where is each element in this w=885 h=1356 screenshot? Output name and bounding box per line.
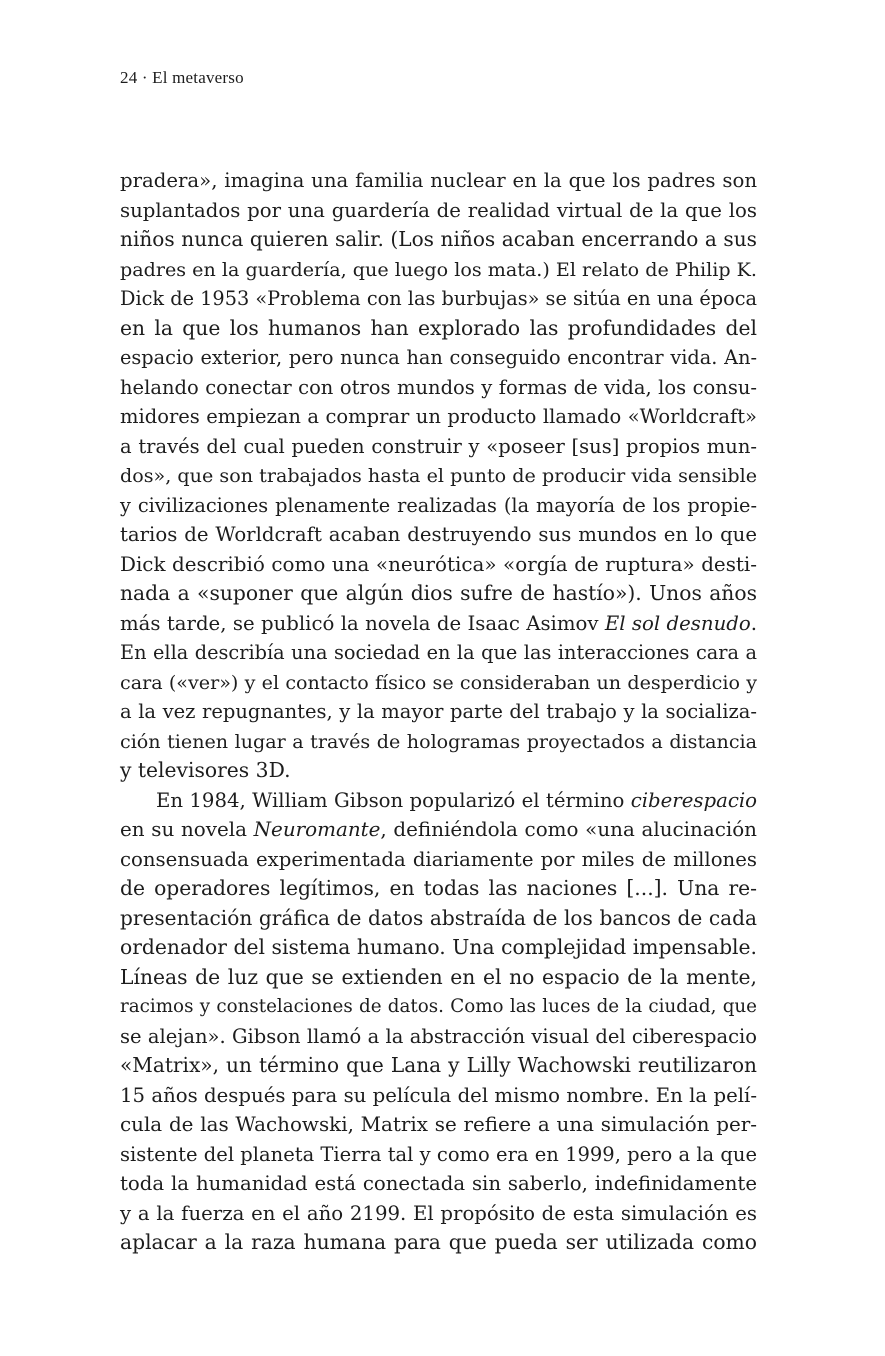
text-line [120, 520, 757, 550]
text-run: Dick de 1953 «Problema con las burbujas» se sitúa en una época [120, 287, 757, 310]
text-line [120, 1022, 757, 1052]
italic-title: Neuromante [253, 818, 381, 841]
text-line [120, 461, 757, 491]
text-run: . [750, 611, 757, 635]
text-run: cula de las Wachowski, Matrix se refiere a una simulación per- [120, 1113, 757, 1136]
text-run: se alejan». Gibson llamó a la abstracción visual del ciberespacio [120, 1024, 757, 1048]
text-line [120, 609, 757, 639]
text-run: racimos y constelaciones de datos. Como las luces de la ciudad, que [120, 996, 757, 1017]
text-run: y civilizaciones plenamente realizadas (la mayoría de los propie- [120, 493, 757, 517]
text-line [120, 373, 757, 403]
text-line [120, 196, 757, 226]
text-run: padres en la guardería, que luego los mata.) El relato de Philip K. [120, 257, 757, 281]
text-run: a la vez repugnantes, y la mayor parte del trabajo y la socializa- [120, 700, 757, 723]
text-run: tarios de Worldcraft acaban destruyendo sus mundos en lo que [120, 523, 757, 546]
text-run: Líneas de luz que se extienden en el no espacio de la mente, [120, 964, 757, 989]
text-line [120, 1051, 757, 1081]
text-line [120, 1110, 757, 1140]
text-run: cara («ver») y el contacto físico se consideraban un desperdicio y [120, 670, 757, 694]
text-run: nada a «suponer que algún dios sufre de hastío»). Unos años [120, 581, 757, 605]
text-line [120, 166, 757, 196]
text-line [120, 491, 757, 521]
paragraph [120, 166, 757, 786]
text-run: niños nunca quieren salir. (Los niños acaban encerrando a sus [120, 227, 757, 251]
text-run: En ella describía una sociedad en la que las interacciones cara a [120, 641, 757, 664]
text-line [120, 815, 757, 845]
text-line [120, 1169, 757, 1199]
italic-title: El sol desnudo [604, 611, 751, 635]
text-line [120, 579, 757, 609]
text-run: en su novela [120, 818, 254, 841]
text-run: a través del cual pueden construir y «poseer [sus] propios mun- [120, 434, 757, 458]
text-line [120, 1081, 757, 1111]
text-run: helando conectar con otros mundos y formas de vida, los consu- [120, 375, 757, 399]
text-line [120, 874, 757, 904]
italic-title: ciberespacio [630, 788, 757, 812]
text-line [120, 727, 757, 757]
text-run: de operadores legítimos, en todas las naciones [...]. Una re- [120, 876, 757, 900]
text-line [120, 255, 757, 285]
text-run: Dick describió como una «neurótica» «orgía de ruptura» desti- [120, 552, 757, 576]
text-line [120, 402, 757, 432]
text-run: «Matrix», un término que Lana y Lilly Wachowski reutilizaron [120, 1053, 757, 1077]
text-run: pradera», imagina una familia nuclear en la que los padres son [120, 169, 757, 192]
text-line [120, 963, 757, 993]
text-line [120, 638, 757, 668]
text-line [120, 550, 757, 580]
body-text [120, 166, 757, 1258]
text-line [120, 284, 757, 314]
text-run: ción tienen lugar a través de hologramas proyectados a distancia [120, 729, 757, 753]
running-head: 24 · El metaverso [120, 68, 244, 87]
text-run: suplantados por una guardería de realidad virtual de la que los [120, 198, 757, 222]
text-run: consensuada experimentada diariamente por miles de millones [120, 847, 757, 871]
text-run: en la que los humanos han explorado las profundidades del [120, 315, 757, 340]
text-line [120, 225, 757, 255]
text-line [120, 697, 757, 727]
text-line [120, 432, 757, 462]
text-run: aplacar a la raza humana para que pueda ser utilizada como [120, 1230, 757, 1254]
text-line [120, 1199, 757, 1229]
text-run: y a la fuerza en el año 2199. El propósito de esta simulación es [120, 1201, 757, 1225]
text-line [120, 933, 757, 963]
text-line [120, 668, 757, 698]
text-run: En 1984, William Gibson popularizó el término [156, 788, 631, 812]
text-line [120, 343, 757, 373]
paragraph [120, 786, 757, 1258]
text-line [120, 904, 757, 934]
text-run: ordenador del sistema humano. Una complejidad impensable. [120, 935, 757, 959]
text-run: sistente del planeta Tierra tal y como era en 1999, pero a la que [120, 1142, 757, 1166]
text-run: 15 años después para su película del mismo nombre. En la pelí- [120, 1083, 757, 1107]
text-line [120, 314, 757, 344]
text-run: toda la humanidad está conectada sin saberlo, indefinidamente [120, 1172, 757, 1195]
text-line [120, 1228, 757, 1258]
text-line [120, 756, 757, 786]
text-line [120, 992, 757, 1022]
text-run: midores empiezan a comprar un producto llamado «Worldcraft» [120, 405, 757, 428]
text-run: dos», que son trabajados hasta el punto de producir vida sensible [120, 464, 757, 487]
text-run: y televisores 3D. [120, 758, 291, 782]
text-run: presentación gráfica de datos abstraída de los bancos de cada [120, 905, 757, 930]
text-line [120, 786, 757, 816]
text-line [120, 1140, 757, 1170]
text-run: , definiéndola como «una alucinación [380, 818, 757, 841]
text-run: más tarde, se publicó la novela de Isaac Asimov [120, 611, 605, 635]
text-run: espacio exterior, pero nunca han conseguido encontrar vida. An- [120, 346, 757, 369]
text-line [120, 845, 757, 875]
